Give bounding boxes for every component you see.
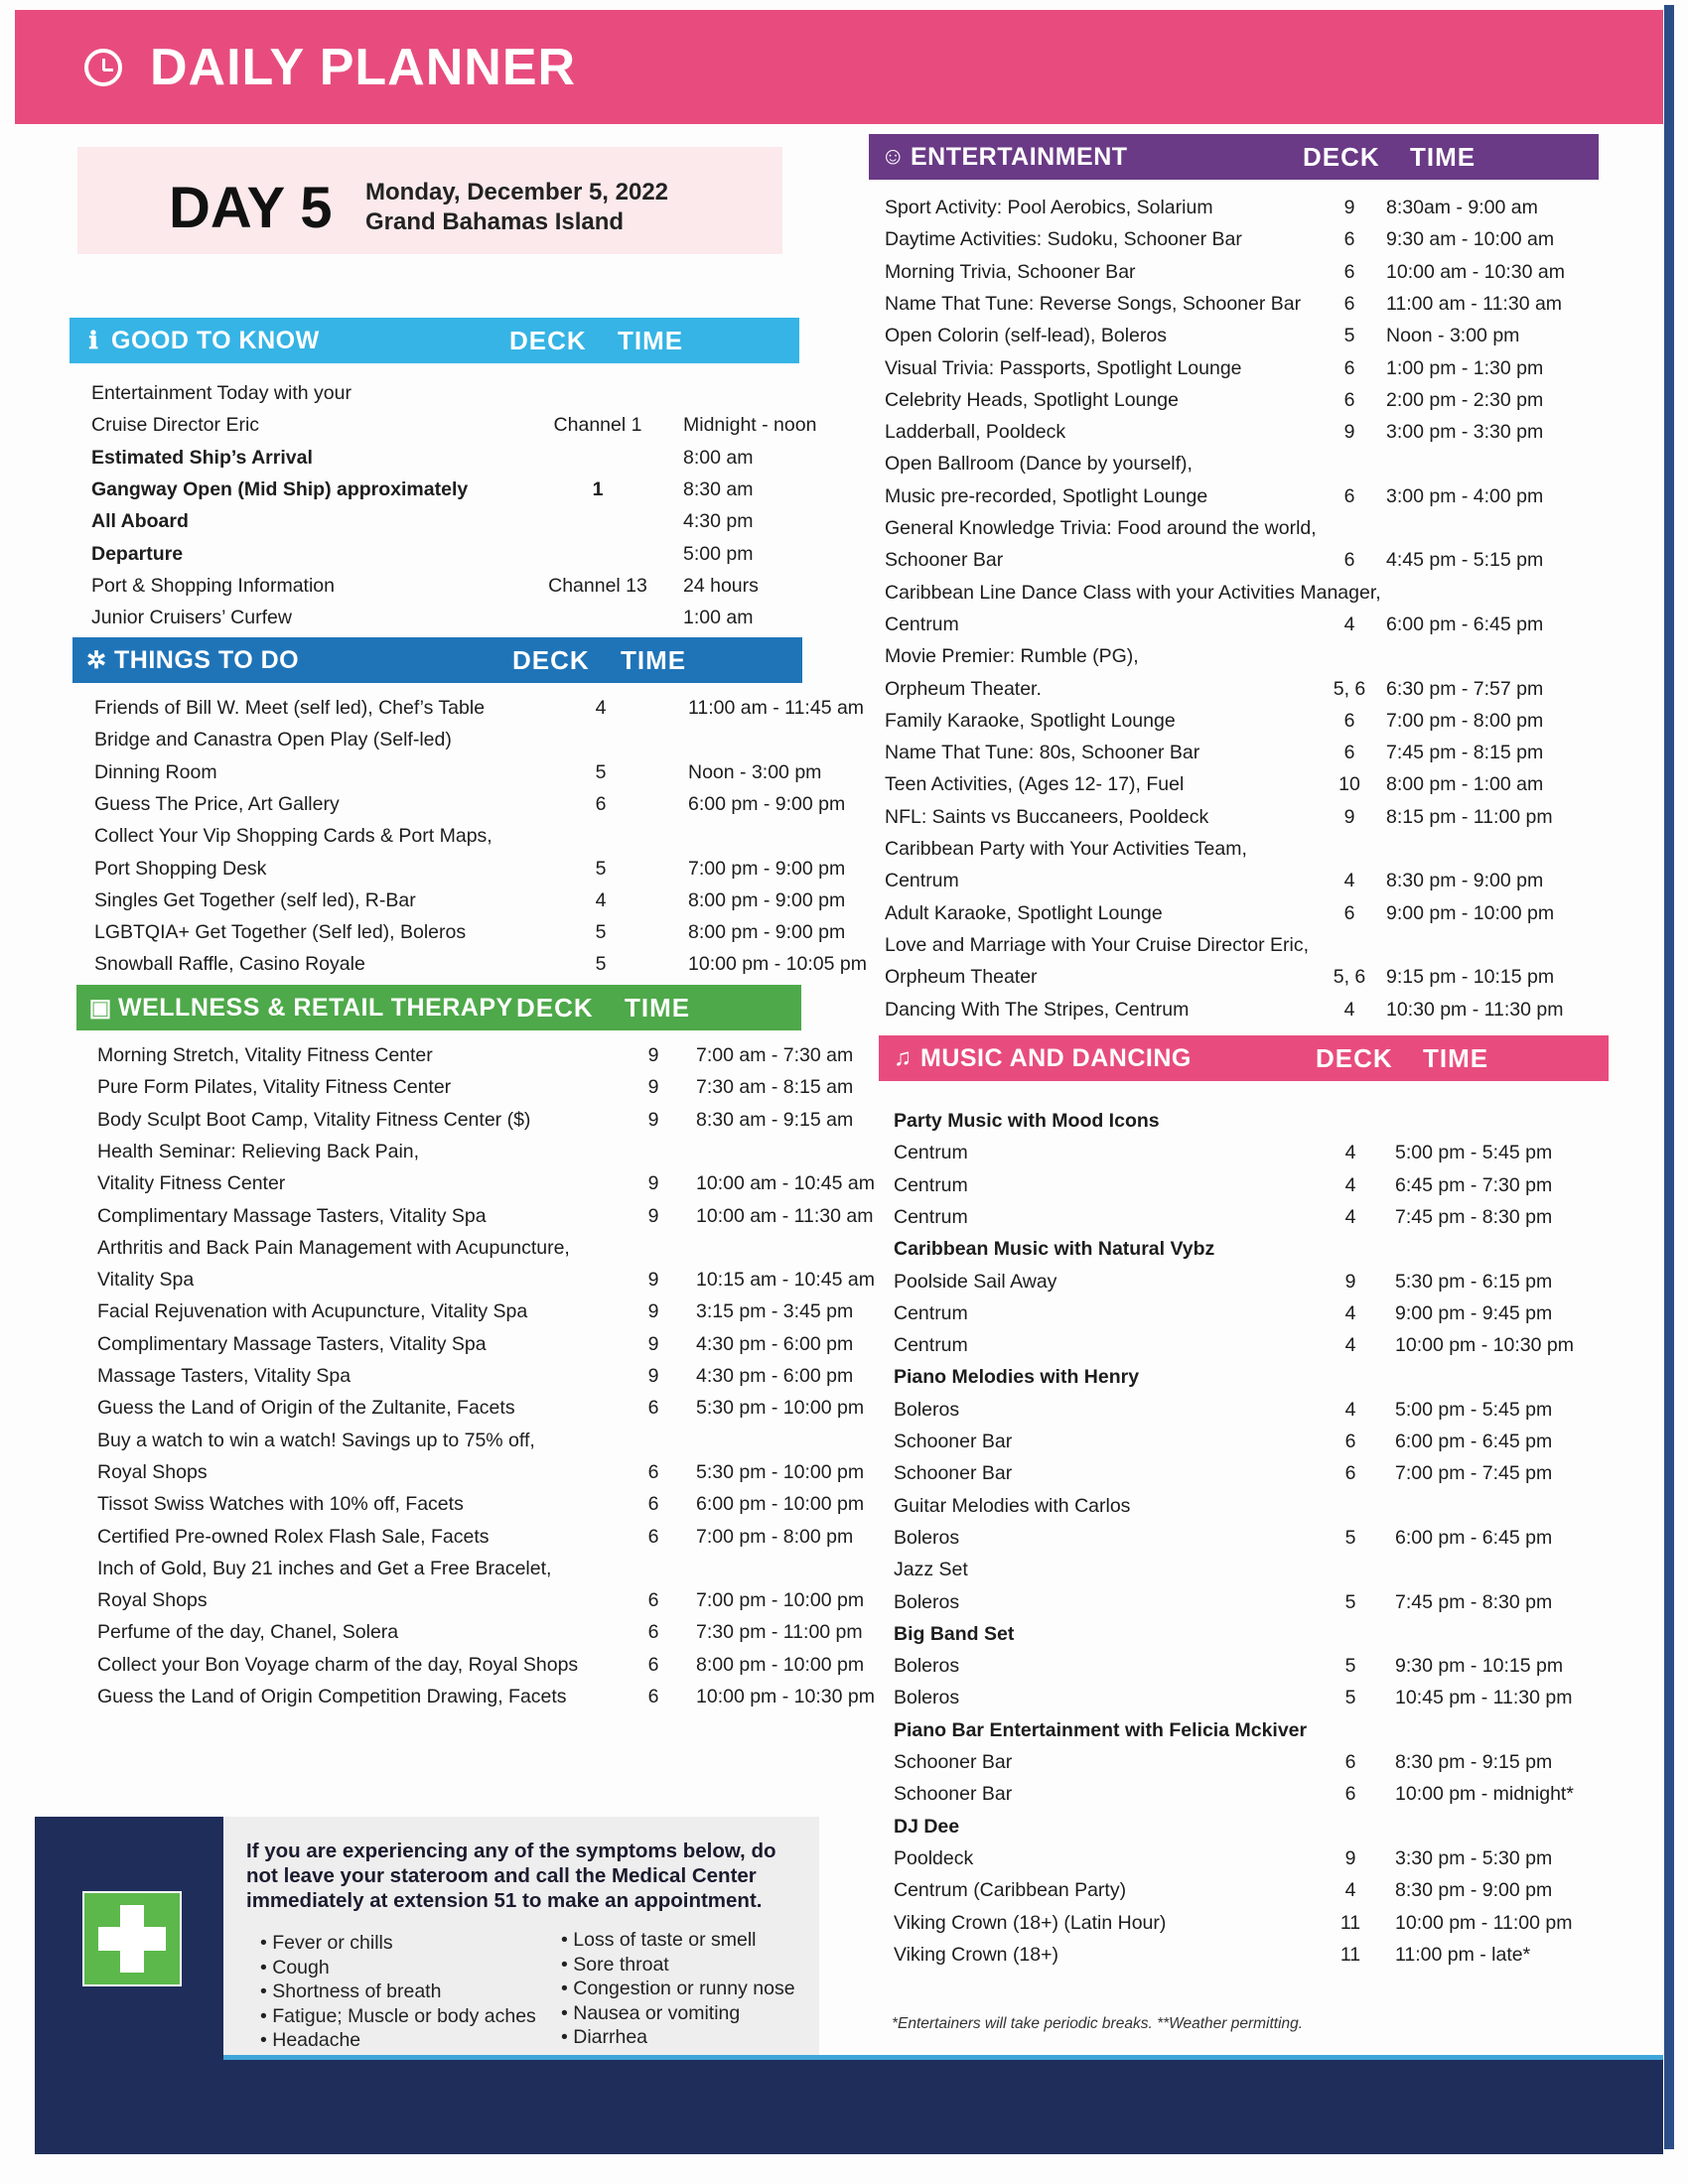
time-header: TIME xyxy=(625,992,691,1023)
activity-deck: 6 xyxy=(647,1460,659,1483)
activity-deck: 6 xyxy=(647,1397,659,1420)
activity-name: Morning Stretch, Vitality Fitness Center xyxy=(97,1044,433,1066)
activity-name: Teen Activities, (Ages 12- 17), Fuel xyxy=(885,773,1185,796)
activity-name: Estimated Ship’s Arrival xyxy=(91,446,313,469)
activity-time: 11:00 pm - late* xyxy=(1395,1943,1531,1966)
activity-deck: 6 xyxy=(647,1621,659,1644)
activity-time: 10:30 pm - 11:30 pm xyxy=(1386,998,1564,1021)
activity-time: 5:30 pm - 10:00 pm xyxy=(696,1397,865,1420)
activity-deck: 4 xyxy=(1344,1142,1356,1164)
activity-time: 9:00 pm - 9:45 pm xyxy=(1395,1301,1553,1324)
activity-deck: 10 xyxy=(1338,773,1360,796)
activity-name: Health Seminar: Relieving Back Pain, xyxy=(97,1140,420,1162)
activity-deck: Channel 13 xyxy=(548,574,647,597)
theater-masks-icon: ☺ xyxy=(881,143,906,170)
deck-header: DECK xyxy=(509,325,587,355)
activity-time: 8:00 pm - 9:00 pm xyxy=(688,888,846,911)
activity-time: 4:45 pm - 5:15 pm xyxy=(1386,549,1544,572)
activity-name: Body Sculpt Boot Camp, Vitality Fitness Center ($) xyxy=(97,1108,531,1131)
activity-name: Massage Tasters, Vitality Spa xyxy=(97,1365,352,1387)
symptom-item: • Fever or chills xyxy=(260,1931,536,1956)
activity-time: 7:00 pm - 8:00 pm xyxy=(696,1525,854,1548)
activity-name: Open Colorin (self-lead), Boleros xyxy=(885,325,1167,347)
activity-time: 8:00 am xyxy=(683,446,754,469)
activity-name: Entertainment Today with your xyxy=(91,382,352,404)
activity-deck: 9 xyxy=(647,1365,659,1387)
symptoms-left-list xyxy=(260,1931,536,2053)
activity-name: Guess the Land of Origin Competition Drawing, Facets xyxy=(97,1686,567,1707)
activity-deck: 6 xyxy=(595,792,607,815)
activity-deck: 6 xyxy=(647,1653,659,1676)
activity-time: 8:00 pm - 10:00 pm xyxy=(696,1653,865,1676)
section-music-dancing xyxy=(879,1035,1609,1081)
page-title: DAILY PLANNER xyxy=(150,38,577,96)
activity-time: 5:00 pm - 5:45 pm xyxy=(1395,1398,1553,1421)
activity-time: 4:30 pm - 6:00 pm xyxy=(696,1332,854,1355)
symptoms-right-list xyxy=(561,1928,795,2050)
activity-time: 7:45 pm - 8:30 pm xyxy=(1395,1590,1553,1613)
activity-name: Pooldeck xyxy=(894,1846,974,1869)
activity-time: 6:00 pm - 9:00 pm xyxy=(688,792,846,815)
activity-deck: 6 xyxy=(1344,1462,1356,1485)
activity-name: Guess The Price, Art Gallery xyxy=(94,792,340,815)
activity-deck: 9 xyxy=(647,1204,659,1227)
activity-time: 7:00 am - 7:30 am xyxy=(696,1044,854,1066)
activity-time: 7:00 pm - 7:45 pm xyxy=(1395,1462,1553,1485)
bottom-bar xyxy=(35,2060,1663,2154)
activity-time: Midnight - noon xyxy=(683,414,817,437)
activity-deck: 6 xyxy=(647,1525,659,1548)
activity-deck: 9 xyxy=(1344,1846,1356,1869)
activity-time: 11:00 am - 11:30 am xyxy=(1386,292,1563,315)
medical-cross-icon xyxy=(82,1891,182,1986)
activity-time: 10:00 pm - 10:30 pm xyxy=(1395,1334,1574,1357)
symptom-item: • Congestion or runny nose xyxy=(561,1977,795,2001)
activity-name: Vitality Fitness Center xyxy=(97,1172,286,1195)
activity-name: Centrum xyxy=(885,613,959,635)
section-entertainment xyxy=(869,134,1599,180)
activity-time: 7:30 am - 8:15 am xyxy=(696,1076,854,1099)
activity-deck: 9 xyxy=(647,1044,659,1066)
activity-time: 6:00 pm - 6:45 pm xyxy=(1395,1526,1553,1549)
activity-time: 1:00 pm - 1:30 pm xyxy=(1386,356,1544,379)
activity-time: 3:00 pm - 3:30 pm xyxy=(1386,421,1544,444)
activity-name: Friends of Bill W. Meet (self led), Chef’s Table xyxy=(94,697,486,719)
activity-name: DJ Dee xyxy=(894,1815,960,1838)
activity-time: 8:00 pm - 1:00 am xyxy=(1386,773,1544,796)
activity-deck: 5 xyxy=(1344,1526,1356,1549)
activity-name: Orpheum Theater. xyxy=(885,677,1042,700)
activity-time: Noon - 3:00 pm xyxy=(1386,325,1520,347)
activity-deck: 6 xyxy=(647,1493,659,1516)
shopping-bag-icon: ▣ xyxy=(88,994,112,1022)
activity-time: 8:30 am - 9:15 am xyxy=(696,1108,854,1131)
activity-time: 8:30 pm - 9:00 pm xyxy=(1386,870,1544,892)
day-box xyxy=(77,147,782,254)
activity-name: Boleros xyxy=(894,1398,960,1421)
activity-deck: 6 xyxy=(647,1589,659,1612)
time-header: TIME xyxy=(1423,1042,1489,1073)
activity-time: 8:00 pm - 9:00 pm xyxy=(688,921,846,944)
activity-deck: 6 xyxy=(1343,292,1355,315)
footnote: *Entertainers will take periodic breaks. **Weather permitting. xyxy=(892,2015,1304,2032)
activity-name: All Aboard xyxy=(91,510,189,533)
activity-name: Centrum xyxy=(894,1334,968,1357)
activity-deck: 4 xyxy=(595,888,607,911)
activity-time: 6:45 pm - 7:30 pm xyxy=(1395,1173,1553,1196)
activity-name: Name That Tune: Reverse Songs, Schooner Bar xyxy=(885,292,1302,315)
symptom-item: • Headache xyxy=(260,2028,536,2053)
activity-name: Family Karaoke, Spotlight Lounge xyxy=(885,709,1176,732)
activity-name: Perfume of the day, Chanel, Solera xyxy=(97,1621,399,1644)
activity-time: 5:30 pm - 10:00 pm xyxy=(696,1460,865,1483)
music-note-icon: ♫ xyxy=(894,1044,912,1071)
activity-deck: 6 xyxy=(1343,260,1355,283)
day-place: Grand Bahamas Island xyxy=(365,208,625,235)
activity-name: Dinning Room xyxy=(94,760,217,783)
time-header: TIME xyxy=(621,644,687,675)
activity-name: Port & Shopping Information xyxy=(91,574,335,597)
day-number: DAY 5 xyxy=(169,176,333,240)
activity-time: 3:15 pm - 3:45 pm xyxy=(696,1300,854,1323)
activity-deck: 9 xyxy=(647,1300,659,1323)
activity-name: Boleros xyxy=(894,1655,960,1678)
activity-time: 7:00 pm - 10:00 pm xyxy=(696,1589,865,1612)
symptom-item: • Loss of taste or smell xyxy=(561,1928,795,1953)
activity-name: Centrum xyxy=(885,870,959,892)
activity-name: Centrum (Caribbean Party) xyxy=(894,1879,1127,1902)
activity-name: Facial Rejuvenation with Acupuncture, Vitality Spa xyxy=(97,1300,528,1323)
activity-deck: 6 xyxy=(1343,228,1355,251)
activity-time: 7:00 pm - 9:00 pm xyxy=(688,857,846,880)
activity-deck: 9 xyxy=(1343,421,1355,444)
activity-time: 6:00 pm - 10:00 pm xyxy=(696,1493,865,1516)
activity-time: 10:00 pm - 10:05 pm xyxy=(688,953,867,976)
activity-deck: 9 xyxy=(647,1332,659,1355)
time-header: TIME xyxy=(618,325,684,355)
deck-header: DECK xyxy=(516,992,594,1023)
activity-name: Piano Melodies with Henry xyxy=(894,1366,1140,1389)
activity-name: Bridge and Canastra Open Play (Self-led) xyxy=(94,729,452,751)
activity-name: Party Music with Mood Icons xyxy=(894,1110,1160,1132)
activity-name: Centrum xyxy=(894,1205,968,1228)
activity-name: Junior Cruisers’ Curfew xyxy=(91,607,292,629)
activity-name: Caribbean Party with Your Activities Team, xyxy=(885,838,1247,860)
activity-deck: Channel 1 xyxy=(553,414,642,437)
activity-name: Guitar Melodies with Carlos xyxy=(894,1494,1131,1517)
activity-time: 10:00 pm - 11:00 pm xyxy=(1395,1911,1573,1934)
activity-time: 5:30 pm - 6:15 pm xyxy=(1395,1270,1553,1293)
activity-name: Collect your Bon Voyage charm of the day, Royal Shops xyxy=(97,1653,579,1676)
activity-name: Tissot Swiss Watches with 10% off, Facets xyxy=(97,1493,464,1516)
activity-name: Centrum xyxy=(894,1142,968,1164)
activity-time: 9:00 pm - 10:00 pm xyxy=(1386,901,1555,924)
symptom-item: • Nausea or vomiting xyxy=(561,2001,795,2026)
activity-name: Singles Get Together (self led), R-Bar xyxy=(94,888,416,911)
activity-deck: 4 xyxy=(1344,1398,1356,1421)
activity-name: Pure Form Pilates, Vitality Fitness Center xyxy=(97,1076,452,1099)
activity-name: Centrum xyxy=(894,1301,968,1324)
activity-name: Sport Activity: Pool Aerobics, Solarium xyxy=(885,197,1213,218)
activity-time: 7:45 pm - 8:30 pm xyxy=(1395,1205,1553,1228)
activity-deck: 5 xyxy=(595,857,607,880)
activity-deck: 9 xyxy=(647,1269,659,1292)
activity-name: Snowball Raffle, Casino Royale xyxy=(94,953,365,976)
activity-deck: 6 xyxy=(647,1686,659,1707)
symptom-item: • Sore throat xyxy=(561,1953,795,1978)
activity-time: 10:15 am - 10:45 am xyxy=(696,1269,875,1292)
activity-name: General Knowledge Trivia: Food around the world, xyxy=(885,517,1317,539)
medical-heading: If you are experiencing any of the symptoms below, do not leave your stateroom and call the Medical Center immediately at extension 51 to make an appointment. xyxy=(246,1840,776,1912)
activity-deck: 6 xyxy=(1343,742,1355,764)
activity-name: Movie Premier: Rumble (PG), xyxy=(885,645,1139,668)
activity-time: 24 hours xyxy=(683,574,759,597)
activity-deck: 9 xyxy=(1343,805,1355,828)
activity-deck: 4 xyxy=(595,697,607,719)
activity-name: Jazz Set xyxy=(894,1559,968,1581)
activity-deck: 4 xyxy=(1344,1879,1356,1902)
header-banner xyxy=(15,10,1663,124)
activity-name: Complimentary Massage Tasters, Vitality Spa xyxy=(97,1332,487,1355)
activity-time: 10:00 pm - midnight* xyxy=(1395,1783,1574,1806)
activity-name: Ladderball, Pooldeck xyxy=(885,421,1066,444)
activity-deck: 4 xyxy=(1343,998,1355,1021)
activity-deck: 9 xyxy=(1343,197,1355,218)
activity-time: 6:00 pm - 6:45 pm xyxy=(1386,613,1544,635)
activity-deck: 4 xyxy=(1344,1334,1356,1357)
activity-name: Departure xyxy=(91,542,184,565)
symptom-item: • Fatigue; Muscle or body aches xyxy=(260,2004,536,2029)
activity-name: Vitality Spa xyxy=(97,1269,195,1292)
activity-time: 8:15 pm - 11:00 pm xyxy=(1386,805,1553,828)
activity-time: 3:30 pm - 5:30 pm xyxy=(1395,1846,1553,1869)
activity-time: 10:00 pm - 10:30 pm xyxy=(696,1686,875,1707)
section-title: GOOD TO KNOW xyxy=(111,326,320,354)
activity-deck: 6 xyxy=(1343,388,1355,411)
activity-time: 4:30 pm xyxy=(683,510,754,533)
activity-name: Open Ballroom (Dance by yourself), xyxy=(885,453,1193,476)
activity-time: 9:30 am - 10:00 am xyxy=(1386,228,1555,251)
activity-deck: 5 xyxy=(595,953,607,976)
activity-name: Guess the Land of Origin of the Zultanite, Facets xyxy=(97,1397,515,1420)
activity-name: Schooner Bar xyxy=(894,1751,1013,1773)
activity-deck: 9 xyxy=(1344,1270,1356,1293)
activity-time: 10:00 am - 10:30 am xyxy=(1386,260,1565,283)
activity-deck: 9 xyxy=(647,1076,659,1099)
activity-name: Schooner Bar xyxy=(885,549,1004,572)
deck-header: DECK xyxy=(1303,141,1380,172)
activity-deck: 9 xyxy=(647,1108,659,1131)
section-title: WELLNESS & RETAIL THERAPY xyxy=(118,993,513,1022)
activity-name: Daytime Activities: Sudoku, Schooner Bar xyxy=(885,228,1242,251)
section-good-to-know xyxy=(70,318,799,363)
activity-name: Name That Tune: 80s, Schooner Bar xyxy=(885,742,1200,764)
page-edge-stripe xyxy=(1664,5,1674,2149)
activity-name: Collect Your Vip Shopping Cards & Port Maps, xyxy=(94,825,492,848)
activity-time: 8:30 pm - 9:00 pm xyxy=(1395,1879,1553,1902)
deck-header: DECK xyxy=(1316,1042,1393,1073)
section-title: MUSIC AND DANCING xyxy=(920,1043,1192,1072)
activity-deck: 6 xyxy=(1343,484,1355,507)
activity-time: 10:00 am - 10:45 am xyxy=(696,1172,875,1195)
activity-name: Schooner Bar xyxy=(894,1462,1013,1485)
activity-time: 5:00 pm xyxy=(683,542,754,565)
activity-name: Boleros xyxy=(894,1687,960,1709)
info-icon: ℹ xyxy=(88,327,98,354)
activity-time: 8:30 am xyxy=(683,478,754,500)
activity-name: Viking Crown (18+) xyxy=(894,1943,1059,1966)
activity-time: 8:30 pm - 9:15 pm xyxy=(1395,1751,1553,1773)
activity-deck: 5, 6 xyxy=(1333,966,1366,989)
activity-time: 4:30 pm - 6:00 pm xyxy=(696,1365,854,1387)
activity-name: Schooner Bar xyxy=(894,1431,1013,1452)
section-title: THINGS TO DO xyxy=(114,645,300,674)
activity-deck: 4 xyxy=(1344,1173,1356,1196)
activity-deck: 6 xyxy=(1344,1751,1356,1773)
activity-time: 8:30am - 9:00 am xyxy=(1386,197,1538,218)
activity-time: 5:00 pm - 5:45 pm xyxy=(1395,1142,1553,1164)
activity-deck: 6 xyxy=(1343,709,1355,732)
activity-name: Poolside Sail Away xyxy=(894,1270,1057,1293)
activity-name: Piano Bar Entertainment with Felicia Mckiver xyxy=(894,1718,1308,1741)
activity-deck: 6 xyxy=(1343,549,1355,572)
activity-time: 7:00 pm - 8:00 pm xyxy=(1386,709,1544,732)
section-title: ENTERTAINMENT xyxy=(911,142,1128,171)
activity-name: Gangway Open (Mid Ship) approximately xyxy=(91,478,469,500)
activity-name: Cruise Director Eric xyxy=(91,414,260,437)
activity-name: Adult Karaoke, Spotlight Lounge xyxy=(885,901,1163,924)
activity-time: 7:30 pm - 11:00 pm xyxy=(696,1621,863,1644)
symptom-item: • Diarrhea xyxy=(561,2025,795,2050)
clock-icon xyxy=(84,49,122,86)
activity-name: Arthritis and Back Pain Management with Acupuncture, xyxy=(97,1236,570,1259)
activity-name: Visual Trivia: Passports, Spotlight Lounge xyxy=(885,356,1242,379)
activity-time: 11:00 am - 11:45 am xyxy=(688,697,865,719)
section-wellness xyxy=(76,985,801,1030)
activity-name: Boleros xyxy=(894,1526,960,1549)
person-activity-icon: ✲ xyxy=(85,646,107,674)
activity-name: Complimentary Massage Tasters, Vitality Spa xyxy=(97,1204,487,1227)
activity-name: Royal Shops xyxy=(97,1589,208,1612)
activity-time: 6:30 pm - 7:57 pm xyxy=(1386,677,1544,700)
activity-name: Orpheum Theater xyxy=(885,966,1038,989)
activity-deck: 5 xyxy=(1344,1655,1356,1678)
activity-deck: 6 xyxy=(1344,1431,1356,1452)
activity-time: 1:00 am xyxy=(683,607,754,629)
activity-deck: 4 xyxy=(1343,870,1355,892)
symptom-item: • Cough xyxy=(260,1956,536,1980)
activity-name: Music pre-recorded, Spotlight Lounge xyxy=(885,484,1208,507)
activity-time: 3:00 pm - 4:00 pm xyxy=(1386,484,1544,507)
activity-deck: 4 xyxy=(1344,1301,1356,1324)
activity-time: 7:45 pm - 8:15 pm xyxy=(1386,742,1544,764)
activity-name: Caribbean Line Dance Class with your Activities Manager, xyxy=(885,581,1381,604)
activity-deck: 6 xyxy=(1343,901,1355,924)
activity-name: Caribbean Music with Natural Vybz xyxy=(894,1238,1215,1261)
deck-header: DECK xyxy=(512,644,590,675)
activity-name: LGBTQIA+ Get Together (Self led), Boleros xyxy=(94,921,467,944)
activity-deck: 11 xyxy=(1339,1911,1361,1934)
activity-deck: 5 xyxy=(1344,1590,1356,1613)
time-header: TIME xyxy=(1410,141,1477,172)
section-things-to-do xyxy=(72,637,802,683)
activity-deck: 6 xyxy=(1343,356,1355,379)
activity-time: 2:00 pm - 2:30 pm xyxy=(1386,388,1544,411)
activity-name: Centrum xyxy=(894,1173,968,1196)
day-date: Monday, December 5, 2022 xyxy=(365,179,669,205)
activity-deck: 6 xyxy=(1344,1783,1356,1806)
activity-name: Boleros xyxy=(894,1590,960,1613)
activity-deck: 5 xyxy=(595,760,607,783)
activity-name: Dancing With The Stripes, Centrum xyxy=(885,998,1190,1021)
activity-time: 10:00 am - 11:30 am xyxy=(696,1204,874,1227)
activity-name: Buy a watch to win a watch! Savings up to 75% off, xyxy=(97,1429,535,1451)
activity-deck: 4 xyxy=(1344,1205,1356,1228)
activity-name: Port Shopping Desk xyxy=(94,857,267,880)
activity-name: Morning Trivia, Schooner Bar xyxy=(885,260,1136,283)
activity-time: 10:45 pm - 11:30 pm xyxy=(1395,1687,1573,1709)
activity-time: Noon - 3:00 pm xyxy=(688,760,822,783)
activity-deck: 9 xyxy=(647,1172,659,1195)
activity-time: 9:15 pm - 10:15 pm xyxy=(1386,966,1555,989)
activity-deck: 4 xyxy=(1343,613,1355,635)
activity-deck: 5 xyxy=(595,921,607,944)
activity-name: NFL: Saints vs Buccaneers, Pooldeck xyxy=(885,805,1209,828)
activity-deck: 5 xyxy=(1343,325,1355,347)
activity-deck: 11 xyxy=(1339,1943,1361,1966)
activity-name: Inch of Gold, Buy 21 inches and Get a Free Bracelet, xyxy=(97,1557,552,1579)
activity-name: Schooner Bar xyxy=(894,1783,1013,1806)
activity-name: Viking Crown (18+) (Latin Hour) xyxy=(894,1911,1167,1934)
activity-deck: 5, 6 xyxy=(1333,677,1366,700)
activity-time: 6:00 pm - 6:45 pm xyxy=(1395,1431,1553,1452)
activity-deck: 1 xyxy=(592,478,604,500)
activity-name: Celebrity Heads, Spotlight Lounge xyxy=(885,388,1179,411)
activity-name: Royal Shops xyxy=(97,1460,208,1483)
activity-name: Big Band Set xyxy=(894,1622,1015,1645)
symptom-item: • Shortness of breath xyxy=(260,1979,536,2004)
activity-time: 9:30 pm - 10:15 pm xyxy=(1395,1655,1564,1678)
activity-name: Certified Pre-owned Rolex Flash Sale, Facets xyxy=(97,1525,490,1548)
activity-deck: 5 xyxy=(1344,1687,1356,1709)
activity-name: Love and Marriage with Your Cruise Director Eric, xyxy=(885,933,1310,956)
